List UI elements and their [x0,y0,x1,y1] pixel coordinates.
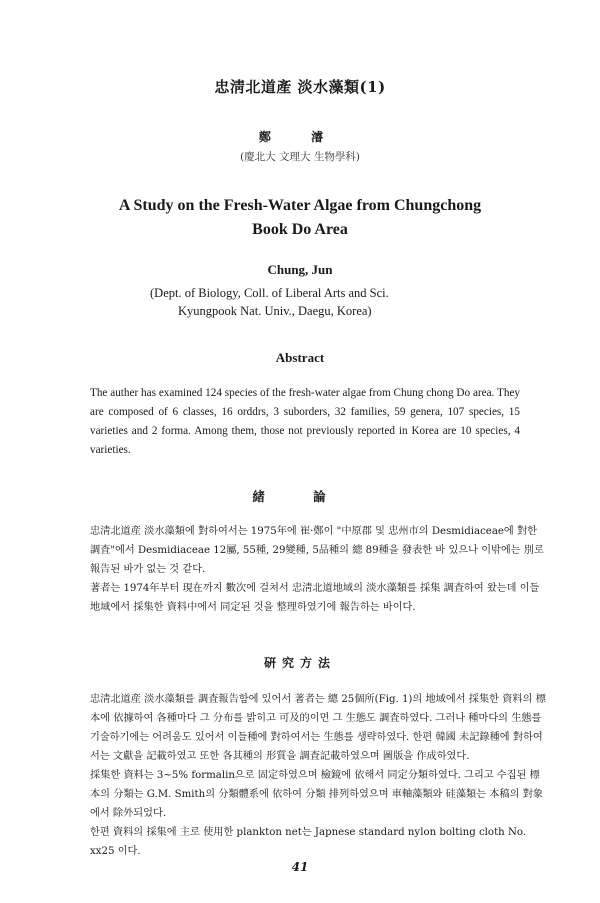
page-number: 41 [291,860,309,874]
korean-author: 鄭 濬 [258,130,342,144]
english-affiliation [150,284,470,320]
introduction-body [90,522,550,617]
introduction-paragraph-2: 著者는 1974年부터 現在까지 數次에 걸쳐서 忠淸北道地域의 淡水藻類를 採集 調査하여 왔는데 이들 地域에서 採集한 資料中에서 同定된 것을 整理하였기에 報告하는 바이다. [90,583,540,613]
methods-paragraph-2: 採集한 資料는 3~5% formalin으로 固定하였으며 檢鏡에 依해서 同定分類하였다. 그리고 수집된 標本의 分類는 G.M. Smith의 分類體系에 依하여 分類 排列하였으며 車軸藻類와 硅藻類는 本稿의 對象에서 除外되었다. [90,770,544,819]
korean-affiliation: (慶北大 文理大 生物學科) [240,151,360,163]
introduction-paragraph-1: 忠淸北道産 淡水藻類에 對하여서는 1975年에 崔·鄭이 "中原郡 및 忠州市의 Desmidiaceae에 對한 調査"에서 Desmidiaceae 12屬, 55種, 29變種, 5品種의 總 89種을 發表한 바 있으나 이밖에는 別로 報告된 바가 없는 것 같다. [90,526,544,575]
introduction-heading: 緒 論 [252,489,348,504]
english-title-line2: Book Do Area [252,221,348,238]
abstract-text: The auther has examined 124 species of the fresh-water algae from Chung chong Do area. They are composed of 6 classes, 16 orddrs, 3 suborders, 32 families, 59 genera, 107 species, 15 varieties and 2 forma. Among them, those not previously reported in Korea are 10 species, 4 varieties. [90,387,520,456]
english-author: Chung, Jun [267,262,333,277]
methods-paragraph-3: 한편 資料의 採集에 主로 使用한 plankton net는 Japnese standard nylon bolting cloth No. xx25 이다. [90,827,527,857]
korean-title: 忠淸北道產 淡水藻類(1) [214,78,386,96]
methods-body [90,690,550,861]
methods-paragraph-1: 忠淸北道産 淡水藻類를 調査報告함에 있어서 著者는 總 25個所(Fig. 1)의 地域에서 採集한 資料의 標本에 依據하여 各種마다 그 分布를 밝히고 可及的이면 그 生態도 調査하였다. 그러나 種마다의 生態를 기술하기에는 어려움도 있어서 이들種에 對하여서는 生態를 생략하였다. 한편 韓國 未記錄種에 對하여서는 文獻을 記載하였고 또한 各其種의 形質을 調査記載하였으며 圖版을 作成하였다. [90,694,546,762]
english-title-line1: A Study on the Fresh-Water Algae from Chungchong [118,197,482,214]
affiliation-line2: Kyungpook Nat. Univ., Daegu, Korea) [178,304,372,318]
affiliation-line1: (Dept. of Biology, Coll. of Liberal Arts and Sci. [150,286,389,300]
methods-heading: 硏究方法 [263,656,336,670]
abstract-heading: Abstract [275,350,325,365]
english-title [0,194,600,242]
